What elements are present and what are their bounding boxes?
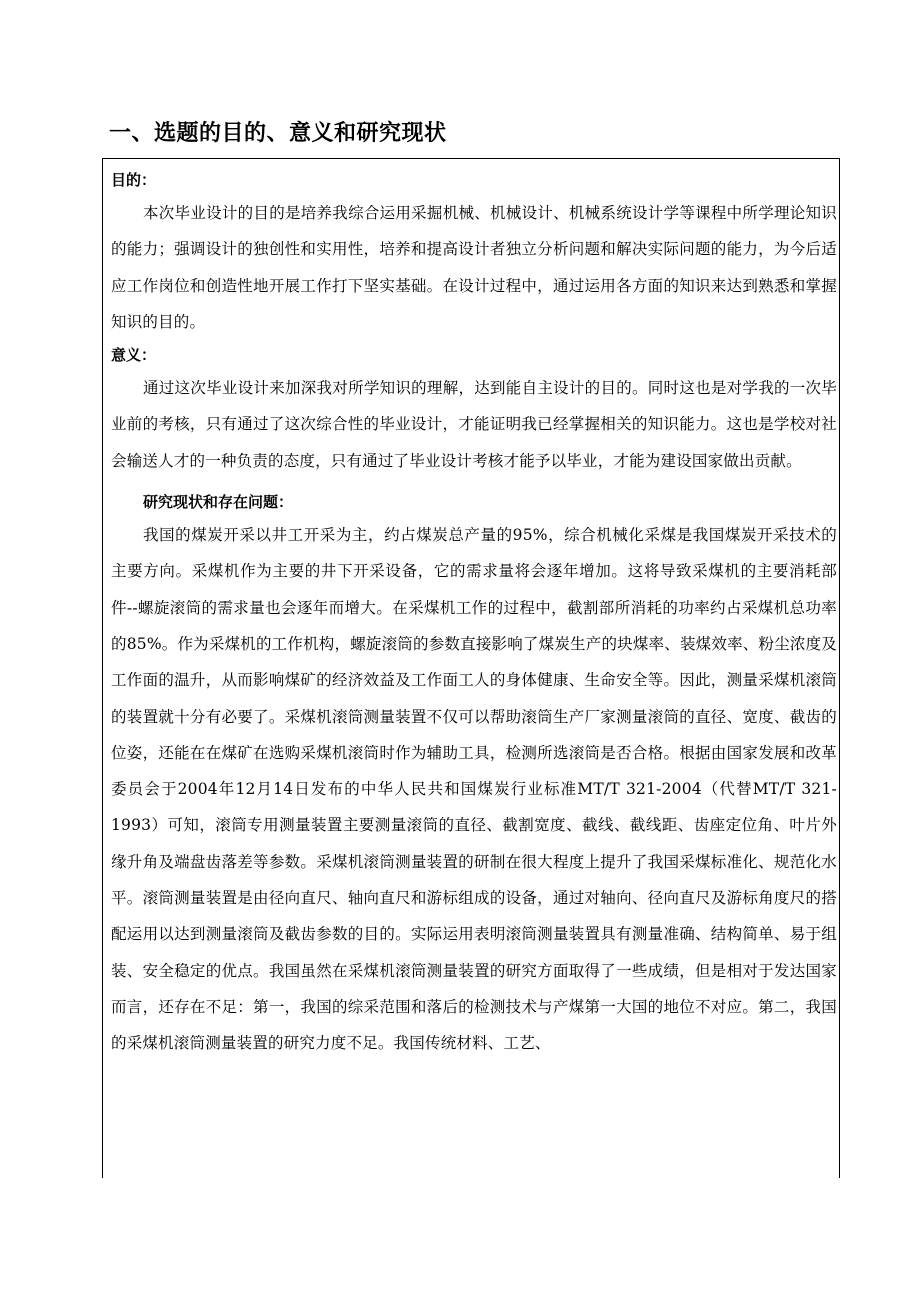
significance-paragraph: 通过这次毕业设计来加深我对所学知识的理解，达到能自主设计的目的。同时这也是对学我的一次毕业前的考核，只有通过了这次综合性的毕业设计，才能证明我已经掌握相关的知识能力。这也是学校对社会输送人才的一种负责的态度，只有通过了毕业设计考核才能予以毕业，才能为建设国家做出贡献。 [111, 379, 837, 470]
content-frame [102, 158, 840, 1178]
significance-heading: 意义： [111, 346, 157, 365]
status-paragraph: 我国的煤炭开采以井工开采为主，约占煤炭总产量的95%，综合机械化采煤是我国煤炭开采技术的主要方向。采煤机作为主要的井下开采设备，它的需求量将会逐年增加。这将导致采煤机的主要消耗部件--螺旋滚筒的需求量也会逐年而增大。在采煤机工作的过程中，截割部所消耗的功率约占采煤机总功率的85%。作为采煤机的工作机构，螺旋滚筒的参数直接影响了煤炭生产的块煤率、装煤效率、粉尘浓度及工作面的温升，从而影响煤矿的经济效益及工作面工人的身体健康、生命安全等。因此，测量采煤机滚筒的装置就十分有必要了。采煤机滚筒测量装置不仅可以帮助滚筒生产厂家测量滚筒的直径、宽度、截齿的位姿，还能在在煤矿在选购采煤机滚筒时作为辅助工具，检测所选滚筒是否合格。根据由国家发展和改革委员会于2004年12月14日发布的中华人民共和国煤炭行业标准MT/T 321-2004（代替MT/T 321-1993）可知，滚筒专用测量装置主要测量滚筒的直径、截割宽度、截线、截线距、齿座定位角、叶片外缘升角及端盘齿落差等参数。采煤机滚筒测量装置的研制在很大程度上提升了我国采煤标准化、规范化水平。滚筒测量装置是由径向直尺、轴向直尺和游标组成的设备，通过对轴向、径向直尺及游标角度尺的搭配运用以达到测量滚筒及截齿参数的目的。实际运用表明滚筒测量装置具有测量准确、结构简单、易于组装、安全稳定的优点。我国虽然在采煤机滚筒测量装置的研究方面取得了一些成绩，但是相对于发达国家而言，还存在不足：第一，我国的综采范围和落后的检测技术与产煤第一大国的地位不对应。第二，我国的采煤机滚筒测量装置的研究力度不足。我国传统材料、工艺、 [111, 526, 837, 1053]
section-spacer [111, 479, 837, 487]
purpose-paragraph: 本次毕业设计的目的是培养我综合运用采掘机械、机械设计、机械系统设计学等课程中所学理论知识的能力；强调设计的独创性和实用性，培养和提高设计者独立分析问题和解决实际问题的能力，为今后适应工作岗位和创造性地开展工作打下坚实基础。在设计过程中，通过运用各方面的知识来达到熟悉和掌握知识的目的。 [111, 204, 837, 331]
section-title: 一、选题的目的、意义和研究现状 [109, 121, 447, 146]
content-body [111, 165, 837, 1062]
status-heading: 研究现状和存在问题： [143, 493, 294, 512]
purpose-heading: 目的： [111, 171, 157, 189]
